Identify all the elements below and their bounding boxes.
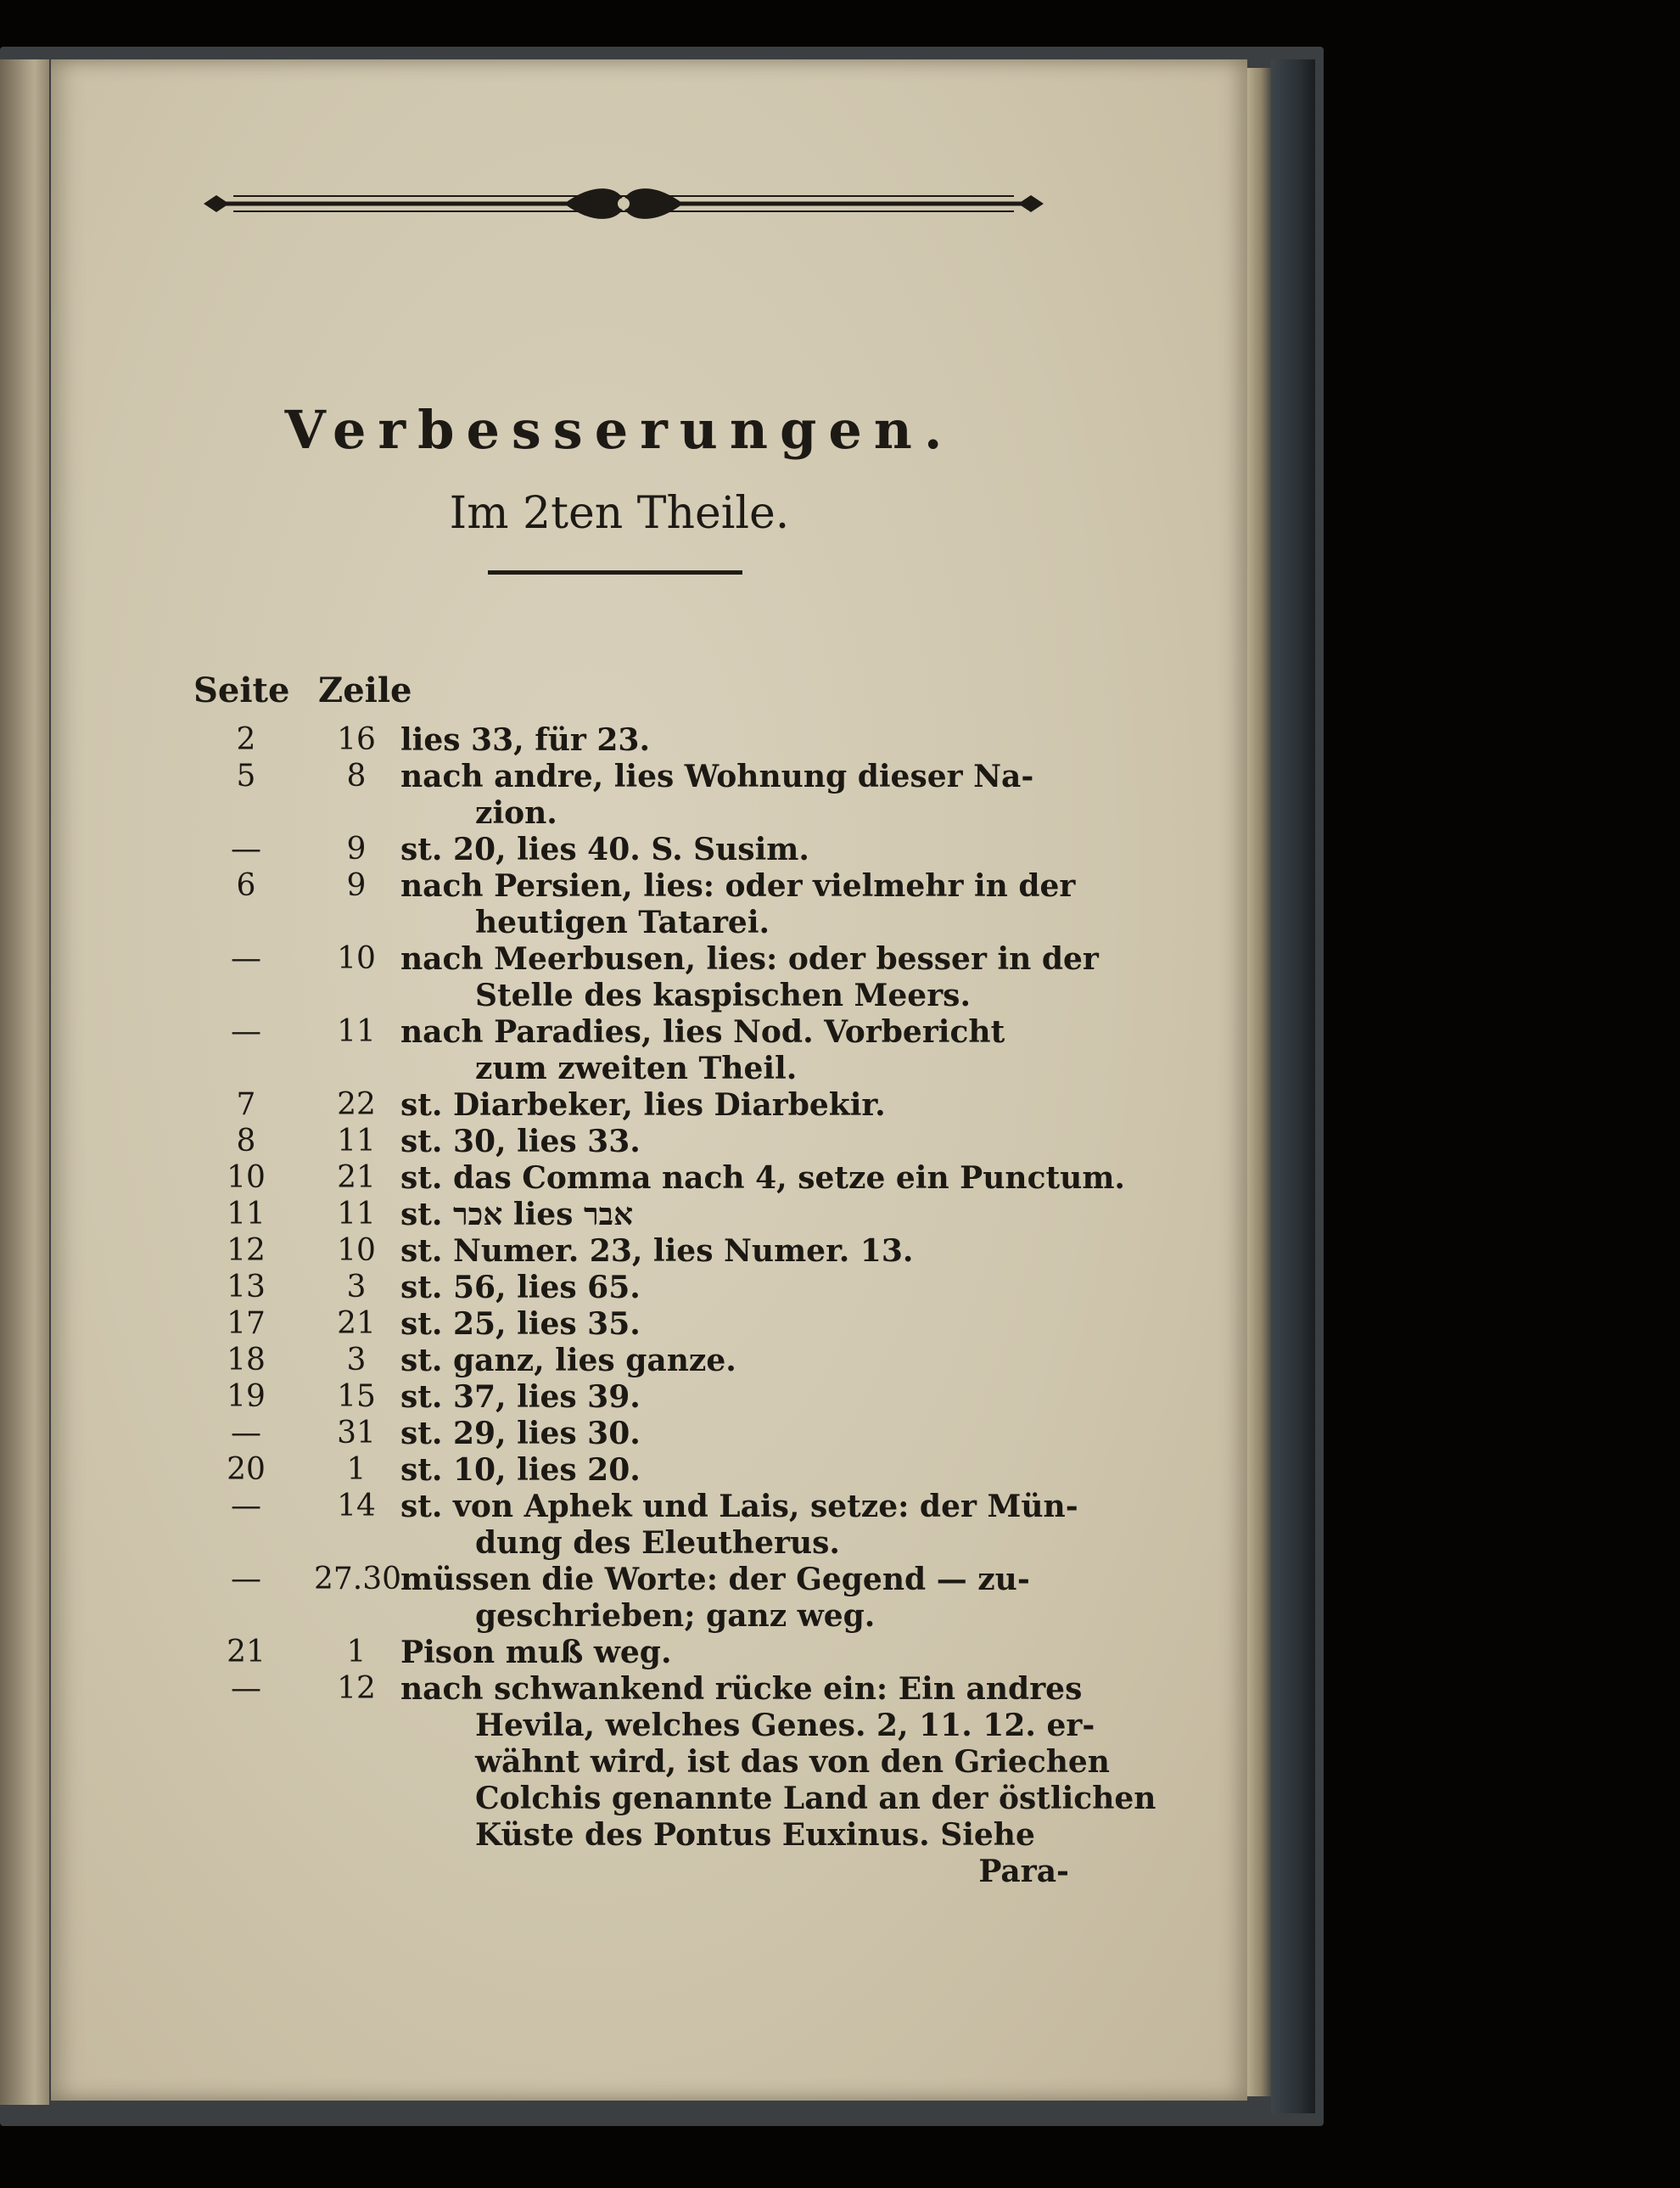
- title-rule: [488, 570, 742, 575]
- errata-line-number: 21: [337, 1160, 376, 1195]
- errata-continuation: heutigen Tatarei.: [475, 905, 770, 940]
- errata-line-number: 15: [337, 1379, 376, 1414]
- errata-line-number: 1: [346, 1635, 367, 1669]
- errata-continuation: wähnt wird, ist das von den Griechen: [475, 1744, 1110, 1780]
- errata-page-number: 10: [227, 1160, 266, 1195]
- errata-catchword: Para-: [978, 1854, 1069, 1889]
- errata-correction: st. Numer. 23, lies Numer. 13.: [400, 1233, 914, 1269]
- errata-continuation: Küste des Pontus Euxinus. Siehe: [475, 1817, 1035, 1853]
- errata-line-number: 21: [337, 1306, 376, 1341]
- errata-correction: st. 30, lies 33.: [400, 1124, 641, 1159]
- errata-page-number: 19: [227, 1379, 266, 1414]
- errata-line-number: 1: [346, 1452, 367, 1487]
- errata-correction: nach schwankend rücke ein: Ein andres: [400, 1671, 1083, 1707]
- errata-line-number: 12: [337, 1671, 376, 1706]
- errata-page-number: 6: [236, 868, 256, 903]
- errata-page-number: 13: [227, 1270, 266, 1304]
- errata-line-number: 3: [346, 1270, 367, 1304]
- errata-continuation: zum zweiten Theil.: [475, 1051, 798, 1086]
- errata-correction: st. אכר lies אבר: [400, 1197, 634, 1232]
- errata-correction: st. ganz, lies ganze.: [400, 1343, 736, 1378]
- errata-correction: st. 10, lies 20.: [400, 1452, 641, 1488]
- errata-page-number: —: [231, 1489, 261, 1523]
- errata-page-number: —: [231, 1014, 261, 1049]
- errata-page-number: —: [231, 832, 261, 867]
- errata-page-number: —: [231, 941, 261, 976]
- errata-correction: nach Paradies, lies Nod. Vorbericht: [400, 1014, 1005, 1050]
- errata-correction: müssen die Worte: der Gegend — zu-: [400, 1562, 1030, 1597]
- errata-correction: st. das Comma nach 4, setze ein Punctum.: [400, 1160, 1125, 1196]
- errata-correction: st. 25, lies 35.: [400, 1306, 641, 1342]
- errata-line-number: 11: [337, 1124, 376, 1159]
- errata-line-number: 14: [337, 1489, 376, 1523]
- errata-line-number: 16: [337, 722, 376, 757]
- errata-correction: nach Persien, lies: oder vielmehr in der: [400, 868, 1076, 904]
- errata-page-number: 20: [227, 1452, 266, 1487]
- facing-page-edge: [0, 59, 49, 2105]
- ornament-divider: [199, 182, 1048, 225]
- errata-continuation: zion.: [475, 795, 557, 831]
- errata-correction: nach Meerbusen, lies: oder besser in der: [400, 941, 1099, 977]
- book-spine: [1271, 59, 1315, 2113]
- errata-page-number: 2: [236, 722, 256, 757]
- errata-continuation: geschrieben; ganz weg.: [475, 1598, 876, 1634]
- errata-line-number: 10: [337, 1233, 376, 1268]
- errata-correction: st. von Aphek und Lais, setze: der Mün-: [400, 1489, 1078, 1524]
- errata-page-number: 12: [227, 1233, 266, 1268]
- errata-page-number: —: [231, 1562, 261, 1596]
- errata-line-number: 11: [337, 1014, 376, 1049]
- errata-line-number: 3: [346, 1343, 367, 1377]
- errata-correction: Pison muß weg.: [400, 1635, 672, 1670]
- errata-correction: nach andre, lies Wohnung dieser Na-: [400, 759, 1034, 794]
- page-subtitle: Im 2ten Theile.: [449, 488, 790, 539]
- errata-correction: st. 37, lies 39.: [400, 1379, 641, 1415]
- errata-page-number: 5: [236, 759, 256, 794]
- errata-continuation: Colchis genannte Land an der östlichen: [475, 1781, 1156, 1816]
- errata-line-number: 9: [346, 868, 367, 903]
- errata-page-number: 11: [227, 1197, 266, 1231]
- errata-line-number: 9: [346, 832, 367, 867]
- errata-correction: lies 33, für 23.: [400, 722, 651, 758]
- page-stack-edge: [1247, 68, 1271, 2096]
- errata-continuation: Hevila, welches Genes. 2, 11. 12. er-: [475, 1708, 1095, 1743]
- errata-continuation: Stelle des kaspischen Meers.: [475, 978, 971, 1013]
- page-title: Verbesserungen.: [284, 399, 955, 461]
- errata-correction: st. Diarbeker, lies Diarbekir.: [400, 1087, 886, 1123]
- errata-correction: st. 20, lies 40. S. Susim.: [400, 832, 809, 867]
- errata-page-number: —: [231, 1416, 261, 1450]
- errata-page-number: 18: [227, 1343, 266, 1377]
- errata-line-number: 22: [337, 1087, 376, 1122]
- column-header-zeile: Zeile: [318, 670, 412, 710]
- errata-correction: st. 56, lies 65.: [400, 1270, 641, 1305]
- errata-page-number: 8: [236, 1124, 256, 1159]
- errata-line-number: 31: [337, 1416, 376, 1450]
- errata-page-number: 21: [227, 1635, 266, 1669]
- column-header-seite: Seite: [193, 670, 290, 710]
- errata-page-number: 17: [227, 1306, 266, 1341]
- errata-line-number: 8: [346, 759, 367, 794]
- errata-line-number: 11: [337, 1197, 376, 1231]
- errata-page-number: 7: [236, 1087, 256, 1122]
- errata-page-number: —: [231, 1671, 261, 1706]
- errata-line-number: 27.30: [314, 1562, 402, 1596]
- errata-line-number: 10: [337, 941, 376, 976]
- errata-correction: st. 29, lies 30.: [400, 1416, 641, 1451]
- errata-continuation: dung des Eleutherus.: [475, 1525, 840, 1561]
